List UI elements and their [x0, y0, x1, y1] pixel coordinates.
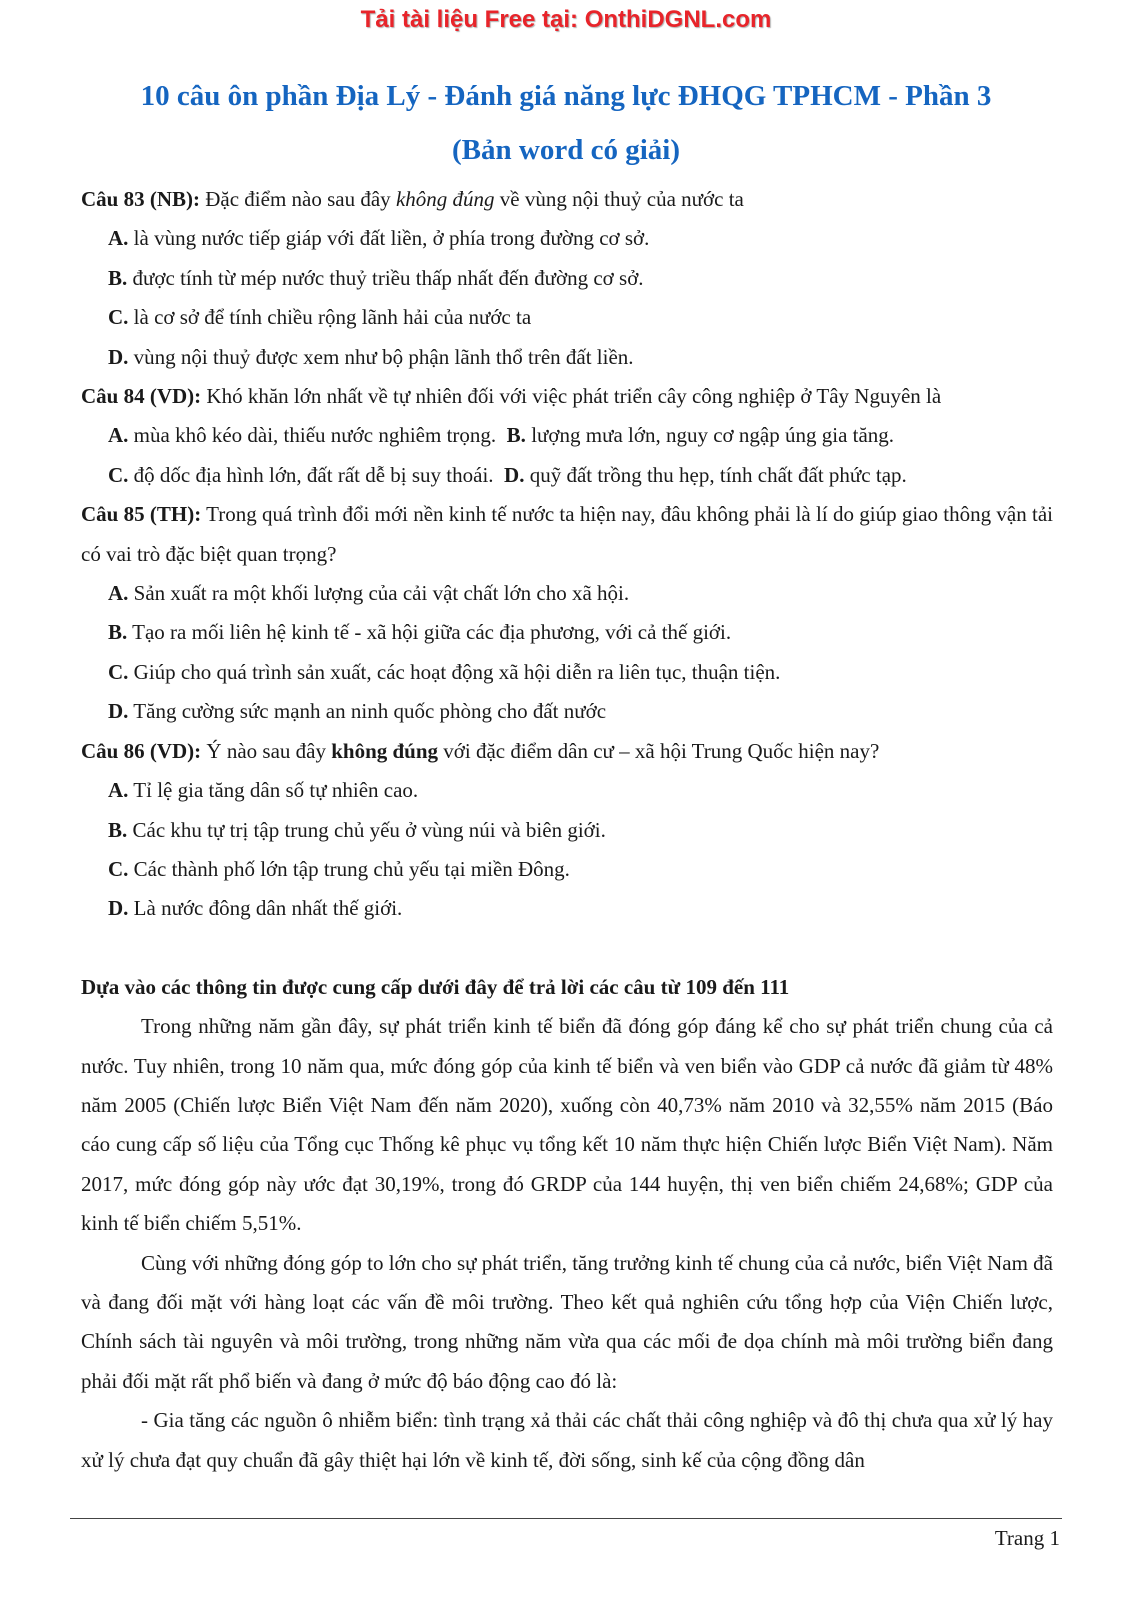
option-a: A. là vùng nước tiếp giáp với đất liền, ở phía trong đường cơ sở. — [108, 226, 650, 251]
footer-divider — [70, 1518, 1062, 1519]
passage-heading: Dựa vào các thông tin được cung cấp dưới đây để trả lời các câu từ 109 đến 111 — [81, 974, 790, 999]
question-83-stem: Câu 83 (NB): Đặc điểm nào sau đây không đúng về vùng nội thuỷ của nước ta — [81, 187, 744, 211]
options-row-cd: C. độ dốc địa hình lớn, đất rất dễ bị suy thoái. D. quỹ đất trồng thu hẹp, tính chất đất phức tạp. — [108, 462, 907, 487]
question-label: Câu 83 (NB): — [81, 187, 200, 211]
option-d: D. Là nước đông dân nhất thế giới. — [108, 896, 403, 921]
question-label: Câu 84 (VD): — [81, 384, 202, 409]
question-label: Câu 86 (VD): — [81, 738, 202, 763]
question-label: Câu 85 (TH): — [81, 502, 202, 527]
options-row-ab: A. mùa khô kéo dài, thiếu nước nghiêm trọng. B. lượng mưa lớn, nguy cơ ngập úng gia tăng. — [108, 423, 895, 448]
download-banner[interactable]: Tải tài liệu Free tại: OnthiDGNL.com — [360, 6, 772, 33]
document-subtitle: (Bản word có giải) — [452, 134, 680, 166]
passage-paragraph-3: - Gia tăng các nguồn ô nhiễm biển: tình trạng xả thải các chất thải công nghiệp và đô thị chưa qua xử lý hay xử lý chưa đạt quy chuẩn đã gây thiệt hại lớn về kinh tế, đời sống, sinh kế của cộng đồng dân — [81, 1408, 1053, 1472]
spacer — [81, 929, 1053, 968]
option-b: B. Tạo ra mối liên hệ kinh tế - xã hội giữa các địa phương, với cả thế giới. — [108, 620, 732, 645]
document-body — [81, 180, 1053, 1480]
option-a: A. Sản xuất ra một khối lượng của cải vật chất lớn cho xã hội. — [108, 581, 630, 606]
option-c: C. là cơ sở để tính chiều rộng lãnh hải của nước ta — [108, 305, 532, 330]
question-86-stem: Câu 86 (VD): Ý nào sau đây không đúng với đặc điểm dân cư – xã hội Trung Quốc hiện nay? — [81, 738, 880, 763]
passage-paragraph-2: Cùng với những đóng góp to lớn cho sự phát triển, tăng trưởng kinh tế chung của cả nước, biển Việt Nam đã và đang đối mặt với hàng loạt các vấn đề môi trường. Theo kết quả nghiên cứu tổng hợp của Viện Chiến lược, Chính sách tài nguyên và môi trường, trong những năm vừa qua các mối đe dọa chính mà môi trường biển đang phải đối mặt rất phổ biến và đang ở mức độ báo động cao đó là: — [81, 1250, 1053, 1393]
question-85-stem: Câu 85 (TH): Trong quá trình đổi mới nền kinh tế nước ta hiện nay, đâu không phải là lí do giúp giao thông vận tải có vai trò đặc biệt quan trọng? — [81, 502, 1054, 566]
option-d: D. vùng nội thuỷ được xem như bộ phận lãnh thổ trên đất liền. — [108, 344, 634, 369]
option-a: A. Tỉ lệ gia tăng dân số tự nhiên cao. — [108, 778, 419, 803]
question-84-stem: Câu 84 (VD): Khó khăn lớn nhất về tự nhiên đối với việc phát triển cây công nghiệp ở Tây Nguyên là — [81, 384, 942, 409]
document-title: 10 câu ôn phần Địa Lý - Đánh giá năng lực ĐHQG TPHCM - Phần 3 — [140, 80, 992, 112]
option-c: C. Các thành phố lớn tập trung chủ yếu tại miền Đông. — [108, 856, 570, 881]
option-b: B. Các khu tự trị tập trung chủ yếu ở vùng núi và biên giới. — [108, 817, 606, 842]
page-number: Trang 1 — [994, 1526, 1060, 1550]
option-b: B. được tính từ mép nước thuỷ triều thấp nhất đến đường cơ sở. — [108, 265, 644, 290]
passage-paragraph-1: Trong những năm gần đây, sự phát triển kinh tế biển đã đóng góp đáng kể cho sự phát triển chung của cả nước. Tuy nhiên, trong 10 năm qua, mức đóng góp của kinh tế biển và ven biển vào GDP cả nước đã giảm từ 48% năm 2005 (Chiến lược Biển Việt Nam đến năm 2020), xuống còn 40,73% năm 2010 và 32,55% năm 2015 (Báo cáo cung cấp số liệu của Tổng cục Thống kê phục vụ tổng kết 10 năm thực hiện Chiến lược Biển Việt Nam). Năm 2017, mức đóng góp này ước đạt 30,19%, trong đó GRDP của 144 huyện, thị ven biển chiếm 24,68%; GDP của kinh tế biển chiếm 5,51%. — [81, 1014, 1053, 1236]
option-c: C. Giúp cho quá trình sản xuất, các hoạt động xã hội diễn ra liên tục, thuận tiện. — [108, 659, 781, 684]
option-d: D. Tăng cường sức mạnh an ninh quốc phòng cho đất nước — [108, 699, 607, 724]
